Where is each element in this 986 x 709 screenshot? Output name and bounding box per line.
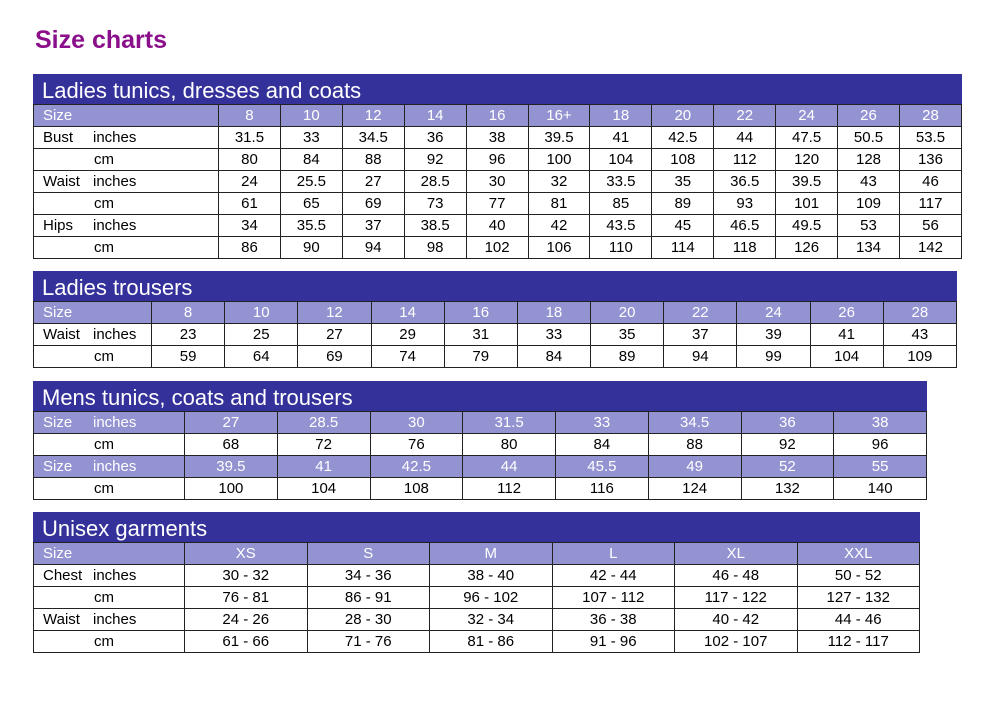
value-cell: 47.5 <box>776 127 838 149</box>
value-cell: 36 - 38 <box>552 609 675 631</box>
value-cell: 88 <box>342 149 404 171</box>
size-header-cell: XXL <box>797 543 920 565</box>
measure-label: Bust <box>43 129 74 146</box>
row-label <box>34 149 219 171</box>
value-cell: 34.5 <box>342 127 404 149</box>
value-cell: 31.5 <box>219 127 281 149</box>
value-cell: 56 <box>899 215 961 237</box>
size-header-cell: 16+ <box>528 105 590 127</box>
size-header-cell: 52 <box>741 456 834 478</box>
value-cell: 40 - 42 <box>675 609 798 631</box>
unit-label: cm <box>34 478 185 500</box>
value-cell: 80 <box>219 149 281 171</box>
size-header-cell: M <box>430 543 553 565</box>
unit-label: inches <box>93 567 137 584</box>
size-header-cell: 14 <box>404 105 466 127</box>
size-header-cell: L <box>552 543 675 565</box>
page-title: Size charts <box>35 26 168 54</box>
value-cell: 76 <box>370 434 463 456</box>
value-cell: 35.5 <box>280 215 342 237</box>
value-cell: 79 <box>444 346 517 368</box>
size-label: Size <box>34 543 185 565</box>
value-cell: 108 <box>652 149 714 171</box>
table-row <box>34 149 962 171</box>
size-header-cell: 30 <box>370 412 463 434</box>
value-cell: 59 <box>152 346 225 368</box>
value-cell: 34 - 36 <box>307 565 430 587</box>
value-cell: 110 <box>590 237 652 259</box>
section-title: Ladies trousers <box>33 271 957 301</box>
value-cell: 96 - 102 <box>430 587 553 609</box>
table-row <box>34 609 920 631</box>
table-row <box>34 193 962 215</box>
row-label <box>34 193 219 215</box>
value-cell: 74 <box>371 346 444 368</box>
table-row <box>34 127 962 149</box>
row-label <box>34 456 185 478</box>
value-cell: 24 <box>219 171 281 193</box>
value-cell: 46.5 <box>714 215 776 237</box>
value-cell: 69 <box>298 346 371 368</box>
row-label <box>34 237 219 259</box>
value-cell: 84 <box>556 434 649 456</box>
mens-table <box>33 411 927 500</box>
size-header-cell: 10 <box>280 105 342 127</box>
value-cell: 34 <box>219 215 281 237</box>
value-cell: 50.5 <box>838 127 900 149</box>
measure-label: Waist <box>43 326 80 343</box>
value-cell: 108 <box>370 478 463 500</box>
value-cell: 31 <box>444 324 517 346</box>
value-cell: 53.5 <box>899 127 961 149</box>
value-cell: 140 <box>834 478 927 500</box>
table-row <box>34 237 962 259</box>
measure-label: Waist <box>43 173 80 190</box>
value-cell: 30 - 32 <box>185 565 308 587</box>
value-cell: 27 <box>298 324 371 346</box>
value-cell: 46 - 48 <box>675 565 798 587</box>
value-cell: 33 <box>280 127 342 149</box>
value-cell: 53 <box>838 215 900 237</box>
unit-label: cm <box>94 589 114 606</box>
size-label: Size <box>34 302 152 324</box>
measure-label: Hips <box>43 217 74 234</box>
value-cell: 80 <box>463 434 556 456</box>
value-cell: 88 <box>648 434 741 456</box>
value-cell: 71 - 76 <box>307 631 430 653</box>
value-cell: 25.5 <box>280 171 342 193</box>
size-header-cell: 10 <box>225 302 298 324</box>
value-cell: 101 <box>776 193 838 215</box>
value-cell: 38 <box>466 127 528 149</box>
row-label <box>34 412 185 434</box>
value-cell: 128 <box>838 149 900 171</box>
unit-label: inches <box>93 129 137 146</box>
value-cell: 132 <box>741 478 834 500</box>
ladies-trousers-section <box>33 271 957 368</box>
value-cell: 117 <box>899 193 961 215</box>
value-cell: 45 <box>652 215 714 237</box>
table-row <box>34 171 962 193</box>
size-header-cell: XL <box>675 543 798 565</box>
size-header-row <box>34 456 927 478</box>
value-cell: 124 <box>648 478 741 500</box>
value-cell: 86 <box>219 237 281 259</box>
unit-label: inches <box>93 414 137 431</box>
size-header-cell: 28 <box>899 105 961 127</box>
value-cell: 109 <box>883 346 956 368</box>
size-header-cell: 28.5 <box>277 412 370 434</box>
value-cell: 96 <box>466 149 528 171</box>
value-cell: 36.5 <box>714 171 776 193</box>
size-header-cell: 42.5 <box>370 456 463 478</box>
value-cell: 44 - 46 <box>797 609 920 631</box>
value-cell: 94 <box>664 346 737 368</box>
unit-label: cm <box>94 195 114 212</box>
value-cell: 92 <box>404 149 466 171</box>
value-cell: 100 <box>185 478 278 500</box>
value-cell: 91 - 96 <box>552 631 675 653</box>
row-label <box>34 127 219 149</box>
section-title: Ladies tunics, dresses and coats <box>33 74 962 104</box>
ladies-trousers-table <box>33 301 957 368</box>
value-cell: 112 <box>714 149 776 171</box>
value-cell: 117 - 122 <box>675 587 798 609</box>
value-cell: 84 <box>517 346 590 368</box>
value-cell: 136 <box>899 149 961 171</box>
value-cell: 61 - 66 <box>185 631 308 653</box>
value-cell: 46 <box>899 171 961 193</box>
value-cell: 42 - 44 <box>552 565 675 587</box>
value-cell: 98 <box>404 237 466 259</box>
table-row <box>34 215 962 237</box>
table-row <box>34 631 920 653</box>
table-row <box>34 478 927 500</box>
value-cell: 90 <box>280 237 342 259</box>
value-cell: 43 <box>838 171 900 193</box>
row-label <box>34 215 219 237</box>
value-cell: 116 <box>556 478 649 500</box>
section-title: Mens tunics, coats and trousers <box>33 381 927 411</box>
size-header-row <box>34 302 957 324</box>
size-header-cell: 20 <box>591 302 664 324</box>
value-cell: 35 <box>652 171 714 193</box>
row-label <box>34 324 152 346</box>
value-cell: 43 <box>883 324 956 346</box>
ladies-tunics-table <box>33 104 962 259</box>
ladies-tunics-section <box>33 74 962 259</box>
size-header-cell: 26 <box>838 105 900 127</box>
value-cell: 85 <box>590 193 652 215</box>
value-cell: 102 - 107 <box>675 631 798 653</box>
value-cell: 33.5 <box>590 171 652 193</box>
size-header-cell: 8 <box>152 302 225 324</box>
size-header-cell: S <box>307 543 430 565</box>
value-cell: 73 <box>404 193 466 215</box>
value-cell: 120 <box>776 149 838 171</box>
row-label <box>34 609 185 631</box>
value-cell: 86 - 91 <box>307 587 430 609</box>
unisex-section <box>33 512 920 653</box>
unit-label: inches <box>93 326 137 343</box>
size-header-cell: 12 <box>298 302 371 324</box>
value-cell: 36 <box>404 127 466 149</box>
value-cell: 39.5 <box>776 171 838 193</box>
size-header-cell: 20 <box>652 105 714 127</box>
size-header-cell: 27 <box>185 412 278 434</box>
value-cell: 30 <box>466 171 528 193</box>
value-cell: 25 <box>225 324 298 346</box>
size-header-cell: 22 <box>664 302 737 324</box>
size-header-cell: 24 <box>776 105 838 127</box>
value-cell: 126 <box>776 237 838 259</box>
size-header-cell: 44 <box>463 456 556 478</box>
value-cell: 93 <box>714 193 776 215</box>
table-row <box>34 565 920 587</box>
size-header-cell: 31.5 <box>463 412 556 434</box>
size-header-cell: 36 <box>741 412 834 434</box>
size-header-cell: 14 <box>371 302 444 324</box>
value-cell: 76 - 81 <box>185 587 308 609</box>
value-cell: 127 - 132 <box>797 587 920 609</box>
value-cell: 64 <box>225 346 298 368</box>
value-cell: 114 <box>652 237 714 259</box>
size-header-cell: 34.5 <box>648 412 741 434</box>
size-header-cell: 49 <box>648 456 741 478</box>
value-cell: 33 <box>517 324 590 346</box>
unisex-table <box>33 542 920 653</box>
value-cell: 65 <box>280 193 342 215</box>
row-label <box>34 346 152 368</box>
size-header-cell: XS <box>185 543 308 565</box>
size-header-cell: 16 <box>466 105 528 127</box>
value-cell: 104 <box>810 346 883 368</box>
size-header-cell: 16 <box>444 302 517 324</box>
value-cell: 37 <box>342 215 404 237</box>
value-cell: 142 <box>899 237 961 259</box>
value-cell: 39 <box>737 324 810 346</box>
value-cell: 107 - 112 <box>552 587 675 609</box>
unit-label: cm <box>34 434 185 456</box>
size-header-cell: 55 <box>834 456 927 478</box>
size-header-row <box>34 105 962 127</box>
size-header-cell: 45.5 <box>556 456 649 478</box>
value-cell: 24 - 26 <box>185 609 308 631</box>
value-cell: 23 <box>152 324 225 346</box>
value-cell: 96 <box>834 434 927 456</box>
value-cell: 27 <box>342 171 404 193</box>
row-label <box>34 171 219 193</box>
unit-label: cm <box>94 239 114 256</box>
value-cell: 134 <box>838 237 900 259</box>
value-cell: 100 <box>528 149 590 171</box>
value-cell: 89 <box>591 346 664 368</box>
value-cell: 102 <box>466 237 528 259</box>
size-header-cell: 24 <box>737 302 810 324</box>
size-header-cell: 39.5 <box>185 456 278 478</box>
size-header-cell: 38 <box>834 412 927 434</box>
value-cell: 109 <box>838 193 900 215</box>
unit-label: cm <box>94 348 114 365</box>
table-row <box>34 324 957 346</box>
section-title: Unisex garments <box>33 512 920 542</box>
value-cell: 68 <box>185 434 278 456</box>
value-cell: 41 <box>590 127 652 149</box>
unit-label: inches <box>93 173 137 190</box>
value-cell: 61 <box>219 193 281 215</box>
table-row <box>34 346 957 368</box>
value-cell: 104 <box>277 478 370 500</box>
value-cell: 28.5 <box>404 171 466 193</box>
size-header-cell: 18 <box>590 105 652 127</box>
size-header-cell: 22 <box>714 105 776 127</box>
row-label <box>34 565 185 587</box>
mens-section <box>33 381 927 500</box>
unit-label: inches <box>93 611 137 628</box>
value-cell: 39.5 <box>528 127 590 149</box>
value-cell: 32 - 34 <box>430 609 553 631</box>
size-header-row <box>34 412 927 434</box>
value-cell: 77 <box>466 193 528 215</box>
value-cell: 99 <box>737 346 810 368</box>
value-cell: 43.5 <box>590 215 652 237</box>
value-cell: 32 <box>528 171 590 193</box>
value-cell: 42 <box>528 215 590 237</box>
size-header-cell: 8 <box>219 105 281 127</box>
size-header-cell: 41 <box>277 456 370 478</box>
value-cell: 72 <box>277 434 370 456</box>
value-cell: 40 <box>466 215 528 237</box>
measure-label: Waist <box>43 611 80 628</box>
measure-label: Size <box>43 414 73 431</box>
row-label <box>34 587 185 609</box>
unit-label: inches <box>93 217 137 234</box>
value-cell: 89 <box>652 193 714 215</box>
value-cell: 28 - 30 <box>307 609 430 631</box>
size-label: Size <box>34 105 219 127</box>
value-cell: 38 - 40 <box>430 565 553 587</box>
value-cell: 84 <box>280 149 342 171</box>
value-cell: 81 - 86 <box>430 631 553 653</box>
measure-label: Size <box>43 458 73 475</box>
unit-label: cm <box>94 633 114 650</box>
value-cell: 112 - 117 <box>797 631 920 653</box>
value-cell: 92 <box>741 434 834 456</box>
size-header-cell: 26 <box>810 302 883 324</box>
value-cell: 50 - 52 <box>797 565 920 587</box>
value-cell: 112 <box>463 478 556 500</box>
value-cell: 118 <box>714 237 776 259</box>
measure-label: Chest <box>43 567 83 584</box>
size-header-row <box>34 543 920 565</box>
size-header-cell: 33 <box>556 412 649 434</box>
value-cell: 49.5 <box>776 215 838 237</box>
value-cell: 42.5 <box>652 127 714 149</box>
value-cell: 69 <box>342 193 404 215</box>
unit-label: inches <box>93 458 137 475</box>
unit-label: cm <box>94 151 114 168</box>
size-header-cell: 28 <box>883 302 956 324</box>
size-header-cell: 18 <box>517 302 590 324</box>
value-cell: 29 <box>371 324 444 346</box>
value-cell: 37 <box>664 324 737 346</box>
value-cell: 94 <box>342 237 404 259</box>
value-cell: 35 <box>591 324 664 346</box>
size-header-cell: 12 <box>342 105 404 127</box>
value-cell: 106 <box>528 237 590 259</box>
value-cell: 81 <box>528 193 590 215</box>
value-cell: 104 <box>590 149 652 171</box>
value-cell: 38.5 <box>404 215 466 237</box>
row-label <box>34 631 185 653</box>
value-cell: 41 <box>810 324 883 346</box>
table-row <box>34 587 920 609</box>
value-cell: 44 <box>714 127 776 149</box>
table-row <box>34 434 927 456</box>
